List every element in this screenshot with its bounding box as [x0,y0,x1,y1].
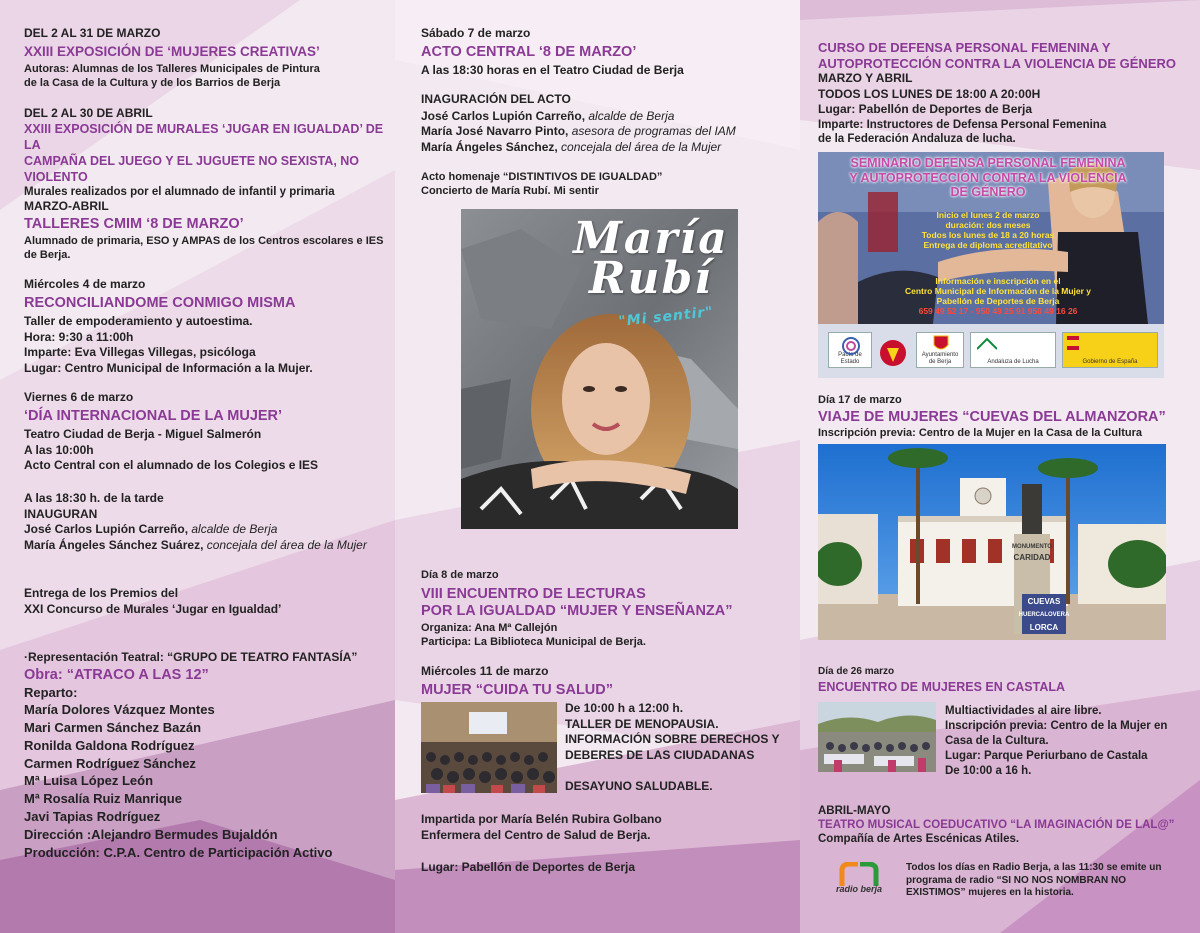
person-name: María Ángeles Sánchez Suárez, [24,537,204,552]
event-viaje-cuevas [818,393,1178,440]
event-text [565,763,785,779]
event-date: Día 17 de marzo [818,394,902,406]
gobierno-espana-logo: Gobierno de España [1062,332,1158,368]
event-title: CAMPAÑA DEL JUEGO Y EL JUGUETE NO SEXISTA, NO VIOLENTO [24,154,360,184]
event-text: Casa de la Cultura. [945,735,1049,747]
event-heading: INAGURACIÓN DEL ACTO [421,92,571,106]
event-text: de la Federación Andaluza de lucha. [818,132,1016,145]
event-text: Lugar: Pabellón de Deportes de Berja [421,860,636,874]
event-title: POR LA IGUALDAD “MUJER Y ENSEÑANZA” [421,603,733,619]
event-radio-programa [906,862,1176,900]
event-title: VIAJE DE MUJERES “CUEVAS DEL ALMANZORA” [818,409,1166,425]
event-salud-details [565,701,785,794]
event-text: Acto homenaje “DISTINTIVOS DE IGUALDAD” [421,171,663,183]
event-date: DEL 2 AL 30 DE ABRIL [24,106,153,120]
event-reconciliandome [24,277,394,376]
event-text: Organiza: Ana Mª Callejón [421,622,558,634]
ayuntamiento-berja-logo: Ayuntamiento de Berja [916,332,964,368]
cast-line: Ronilda Galdona Rodríguez [24,737,195,753]
cast-line: Carmen Rodríguez Sánchez [24,755,196,771]
event-text: Lugar: Pabellón de Deportes de Berja [818,102,1033,116]
event-text: MARZO Y ABRIL [818,71,913,85]
event-text: DEBERES DE LAS CIUDADANAS [565,747,755,762]
person-role: concejala del área de la Mujer [557,139,722,154]
event-text: Enfermera del Centro de Salud de Berja. [421,827,651,842]
event-inauguran [24,491,394,553]
event-title: CURSO DE DEFENSA PERSONAL FEMENINA Y [818,40,1111,55]
event-encuentro-castala [818,666,1178,695]
event-title: ACTO CENTRAL ‘8 DE MARZO’ [421,44,637,60]
cuevas-almanzora-photo [818,444,1166,640]
event-text: Lugar: Parque Periurbano de Castala [945,750,1148,762]
event-title: MUJER “CUIDA TU SALUD” [421,682,613,698]
event-text: TODOS LOS LUNES DE 18:00 A 20:00H [818,86,1041,101]
castala-photo [818,702,936,772]
event-text: De 10:00 a 16 h. [945,765,1032,777]
cast-line: Dirección :Alejandro Bermudes Bujaldón [24,826,278,842]
event-text: DESAYUNO SALUDABLE. [565,778,713,793]
event-text: Compañía de Artes Escénicas Atiles. [818,833,1020,845]
event-acto-central [421,26,781,79]
federation-logo [878,332,908,368]
event-text: Inscripción previa: Centro de la Mujer en [945,720,1168,732]
event-text: Autoras: Alumnas de los Talleres Municipales de Pintura [24,63,320,75]
sign-monumento: MONUMENTO [1012,544,1052,550]
seminar-info: Inicio el lunes 2 de marzo duración: dos meses Todos los lunes de 18 a 20 horas Entrega de diploma acreditativo [921,210,1055,250]
event-text: Multiactividades al aire libre. [945,705,1102,717]
event-lugar [421,860,781,876]
event-title: TEATRO MUSICAL COEDUCATIVO “LA IMAGINACIÓN DE LAL@” [818,819,1175,831]
event-date: Sábado 7 de marzo [421,26,531,40]
event-text: Participa: La Biblioteca Municipal de Berja. [421,636,646,648]
event-date: Día de 26 marzo [818,666,895,677]
cast-line: María Dolores Vázquez Montes [24,702,215,718]
event-text: Hora: 9:30 a 11:00h [24,329,134,344]
event-dia-internacional [24,390,394,474]
event-title: RECONCILIANDOME CONMIGO MISMA [24,295,296,311]
event-teatro-musical [818,804,1178,846]
event-text: Entrega de los Premios del [24,586,179,600]
cast-line: Mª Luisa López León [24,773,154,789]
person-role: concejala del área de la Mujer [203,537,367,552]
event-premios [24,586,394,617]
cast-line: Javi Tapias Rodríguez [24,809,161,825]
event-title: ‘DÍA INTERNACIONAL DE LA MUJER’ [24,408,283,424]
sign-lorca: LORCA [1029,623,1059,632]
sign-huercalovera: HUERCALOVERA [1018,612,1070,618]
event-text: INFORMACIÓN SOBRE DERECHOS Y [565,732,780,746]
event-text: Impartida por María Belén Rubira Golbano [421,812,662,826]
event-title: TALLERES CMIM ‘8 DE MARZO’ [24,216,244,232]
event-text: A las 18:30 h. de la tarde [24,491,164,505]
event-title: XXIII EXPOSICIÓN DE ‘MUJERES CREATIVAS’ [24,44,320,59]
event-text: Teatro Ciudad de Berja - Miguel Salmerón [24,427,262,441]
event-homenaje [421,170,781,198]
event-text: Inscripción previa: Centro de la Mujer en la Casa de la Cultura [818,427,1142,439]
event-text: Murales realizados por el alumnado de infantil y primaria [24,186,335,198]
event-talleres [24,199,394,262]
event-castala-details [945,704,1175,779]
andaluza-lucha-logo: Andaluza de Lucha [970,332,1056,368]
event-text: Imparte: Instructores de Defensa Personal Femenina [818,118,1107,131]
event-text: TALLER DE MENOPAUSIA. [565,716,719,731]
pacto-estado-logo: Pacto de Estado [828,332,872,368]
event-title: ENCUENTRO DE MUJERES EN CASTALA [818,680,1066,694]
seminar-title: SEMINARIO DEFENSA PERSONAL FEMENINA Y AUTOPROTECCIÓN CONTRA LA VIOLENCIA DE GÉNERO [849,156,1127,199]
event-teatro-fantasia [24,650,394,861]
workshop-photo [421,702,557,793]
cast-line: Mª Rosalía Ruiz Manrique [24,791,182,807]
event-title: XXIII EXPOSICIÓN DE MURALES ‘JUGAR EN IGUALDAD’ DE LA [24,122,384,152]
event-text: EXISTIMOS” mujeres en la historia. [906,887,1074,898]
album-cover-image [461,209,738,529]
event-text: A las 10:00h [24,442,94,457]
sponsor-logos [818,324,1164,378]
event-text: de Berja. [24,249,71,261]
event-text: Todos los días en Radio Berja, a las 11:30 se emite un [906,862,1162,873]
person-role: alcalde de Berja [188,522,278,536]
event-cuida-tu-salud [421,664,781,699]
event-lecturas [421,568,781,649]
person-role: asesora de programas del IAM [568,124,736,138]
event-date: ABRIL-MAYO [818,805,891,817]
person-name: José Carlos Lupión Carreño, [421,108,586,123]
person-name: José Carlos Lupión Carreño, [24,522,189,536]
event-date: MARZO-ABRIL [24,199,109,213]
seminar-poster [818,152,1164,378]
person-name: María José Navarro Pinto, [421,124,569,138]
event-title: Obra: “ATRACO A LAS 12” [24,666,209,683]
sign-cuevas: CUEVAS [1027,597,1061,606]
event-title: VIII ENCUENTRO DE LECTURAS [421,586,646,602]
cover-artist-name: María Rubí [573,213,729,304]
event-date: DEL 2 AL 31 DE MARZO [24,26,161,40]
event-text: Concierto de María Rubí. Mi sentir [421,185,599,197]
event-text: Acto Central con el alumnado de los Colegios e IES [24,458,319,472]
event-text: Imparte: Eva Villegas Villegas, psicóloga [24,345,256,359]
cast-line: Mari Carmen Sánchez Bazán [24,720,202,736]
event-text: de la Casa de la Cultura y de los Barrios de Berja [24,77,281,89]
sign-caridad: CARIDAD [1013,553,1051,562]
event-defensa-personal [818,40,1178,146]
cast-line: Producción: C.P.A. Centro de Participación Activo [24,844,333,860]
event-text: INAUGURAN [24,506,98,521]
event-text: A las 18:30 horas en el Teatro Ciudad de Berja [421,63,684,77]
seminar-contact: Información e inscripción en el Centro Municipal de Información de la Mujer y Pabellón de Deportes de Berja 659 49 52 17 - 950 49 25 91 950 49 16 26 [904,276,1092,316]
event-imparte [421,812,781,843]
event-mujeres-creativas [24,26,394,90]
event-inauguracion [421,92,781,155]
event-title: AUTOPROTECCIÓN CONTRA LA VIOLENCIA DE GÉNERO [818,55,1176,71]
cast-line: Reparto: [24,684,78,700]
event-text: Alumnado de primaria, ESO y AMPAS de los Centros escolares e IES [24,235,384,247]
event-text: programa de radio “SI NO NOS NOMBRAN NO [906,874,1127,886]
event-date: Miércoles 4 de marzo [24,277,146,291]
cover-album-title: "Mi sentir" [617,304,715,330]
event-text: XXI Concurso de Murales ‘Jugar en Igualdad’ [24,601,282,616]
event-date: Miércoles 11 de marzo [421,664,549,678]
event-date: Día 8 de marzo [421,569,499,581]
person-name: María Ángeles Sánchez, [421,139,558,154]
event-text: Lugar: Centro Municipal de Información a la Mujer. [24,360,313,375]
event-text: ·Representación Teatral: “GRUPO DE TEATRO FANTASÍA” [24,650,358,664]
event-text: De 10:00 h a 12:00 h. [565,701,684,715]
person-role: alcalde de Berja [585,108,675,123]
event-date: Viernes 6 de marzo [24,390,134,404]
radio-berja-logo: radio berja [818,862,900,906]
event-text: Taller de empoderamiento y autoestima. [24,314,253,328]
event-murales [24,106,394,199]
